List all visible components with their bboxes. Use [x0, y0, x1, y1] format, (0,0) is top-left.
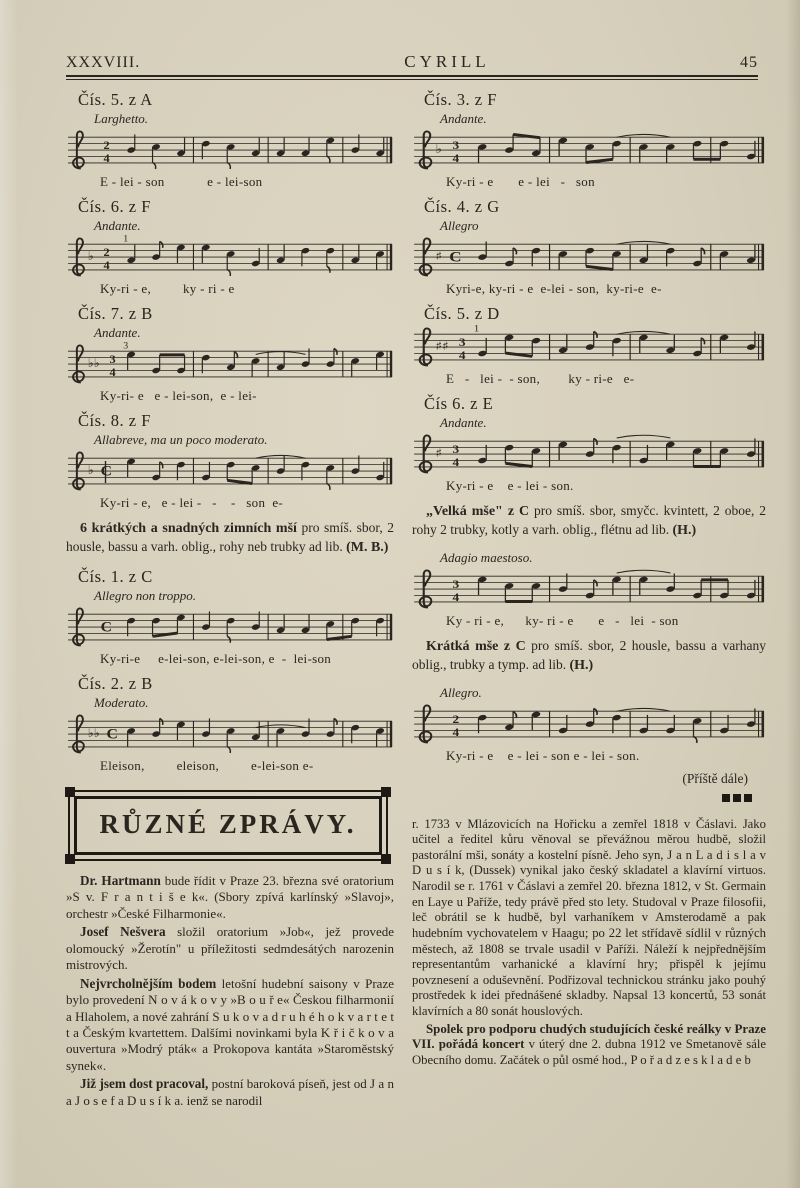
example-number: Čís. 5. z A — [78, 90, 153, 109]
mass-description-velka — [412, 502, 766, 540]
svg-text:4: 4 — [103, 258, 110, 272]
svg-text:3: 3 — [452, 442, 460, 456]
example-number: Čís. 5. z D — [424, 304, 500, 323]
journal-title: CYRILL — [404, 52, 490, 71]
tempo-marking: Allabreve, ma un poco moderato. — [94, 432, 268, 447]
svg-text:4: 4 — [458, 348, 466, 362]
svg-text:♯: ♯ — [435, 249, 443, 264]
music-staff — [66, 235, 394, 281]
music-staff — [412, 235, 766, 281]
music-staff — [412, 432, 766, 478]
voice-number: 1 — [473, 325, 480, 335]
section-title: RŮZNÉ ZPRÁVY. — [99, 808, 357, 839]
news-box-frame — [74, 796, 382, 855]
box-corner-icon — [65, 787, 75, 797]
music-example — [412, 394, 766, 494]
svg-text:2: 2 — [103, 138, 110, 153]
svg-text:4: 4 — [452, 725, 460, 739]
news-body: letošní hudební saisony v Praze bylo provedení N o v á k o v y »B o u ř e« Českou filharmonií a Hlaholem, a nové zahrání S u k o v a d r u h é h o k v a r t e t t a Českým kvartettem. Dalšími novinkami byla K ř i č k o v a ouvertura »Modrý pták« a Prokopova kantáta »Staroměstský synek«. — [66, 975, 394, 1073]
svg-text:♭: ♭ — [87, 462, 94, 477]
music-example — [66, 90, 394, 190]
lyrics: Ky-ri - e, ky - ri - e — [100, 281, 235, 296]
svg-text:3: 3 — [458, 335, 466, 349]
news-lead: Josef Nešvera — [80, 924, 166, 940]
mass-description-mb — [66, 519, 394, 557]
music-example — [66, 197, 394, 297]
music-example — [412, 304, 766, 387]
composer-initials: (H.) — [672, 522, 697, 538]
lyrics: Ky-ri- e e - lei-son, e - lei- — [100, 388, 257, 403]
music-staff — [412, 325, 766, 371]
box-corner-icon — [381, 787, 391, 797]
svg-text:4: 4 — [103, 151, 110, 165]
lyrics: Ky-ri - e e - lei - son e - lei - son. — [446, 747, 640, 763]
svg-text:♭: ♭ — [435, 142, 442, 157]
news-lead: Dr. Hartmann — [80, 872, 161, 888]
lyrics: E - lei - - son, ky - ri-e e- — [446, 371, 635, 386]
news-body: bude řídit v Praze 23. března své oratorium »S v. F r a n t i š e k«. (Sbory zpívá karlínský »Slavoj», orchestr »České Filharmonie«. — [66, 872, 394, 921]
news-lead: Nejvrcholnějším bodem — [80, 975, 217, 991]
tempo-marking: Andante. — [440, 111, 487, 126]
composer-initials: (H.) — [569, 657, 594, 673]
work-title: 6 krátkých a snadných zimních mší — [80, 521, 297, 536]
news-lead: Již jsem dost pracoval, — [80, 1076, 209, 1092]
news-list — [66, 873, 394, 1109]
mass-description-kratka — [412, 637, 766, 675]
music-example — [412, 685, 766, 764]
voice-number: 1 — [123, 235, 129, 245]
music-examples-group-b — [66, 567, 394, 774]
lyrics: Ky - ri - e, ky- ri - e e - lei - son — [446, 612, 679, 628]
work-detail: pro smíš. sbor, 2 housle, bassu a varhany oblig., trubky a tymp. ad lib. — [412, 637, 766, 672]
article-body: v úterý dne 2. dubna 1912 ve Smetanově sále Obecního domu. Začátek o půl osmé hod., P o ř a d z e s k l a d e b — [412, 1037, 766, 1068]
kratka-mse-example — [412, 685, 766, 764]
music-example — [412, 550, 766, 629]
music-staff — [66, 712, 394, 758]
tempo-marking: Andante. — [94, 325, 141, 340]
news-item — [66, 924, 394, 973]
article-dusik: r. 1733 v Mlázovicích na Hořicku a zemřel 1818 v Čáslavi. Jako učitel a ředitel kůru věnoval se převážnou měrou hudbě, složil pastorální mši, sonáty a kostelní písně. Jeho syn, J a n L a d i s l a v D u s í k, (Dussek) vynikal jako český skladatel a klavírní virtuos. Narodil se r. 1761 v Čáslavi a zemřel 20. března 1812, v St. Germain en Laye u Paříže, tedy právě před sto lety. Studoval v Praze filosofii, leč obrátil se k hudbě, byl varhaníkem v Amsterodamě a pak hudebním vychovatelem v Haagu; po 22 let střídavě sídlil v různých městech, až 1808 se trvale usadil v Paříži. Náleží k nejpřednějším representantům varhanické a klavírní hry; přispěl k jejímu povznesení a oduševnění. Podřizoval technickou stránku jako pouhý prostředek k idei přednášené skladby. Napsal 13 koncertů, 53 sonát klavírních a 80 sonát houslových. — [412, 816, 766, 1018]
news-item — [66, 1076, 394, 1109]
music-example — [412, 197, 766, 297]
right-column — [412, 90, 766, 1111]
svg-text:2: 2 — [103, 245, 110, 260]
music-staff — [66, 128, 394, 174]
example-number: Čís. 6. z F — [78, 197, 151, 216]
tempo-marking: Moderato. — [94, 694, 149, 710]
svg-text:♭♭: ♭♭ — [87, 725, 100, 740]
svg-text:3: 3 — [109, 352, 116, 367]
svg-text:4: 4 — [109, 365, 116, 379]
svg-text:C: C — [100, 463, 112, 480]
svg-text:♭: ♭ — [87, 248, 94, 263]
news-body: složil oratorium »Job«, jež provede olomoucký »Žerotín" u příležitosti sedmdesátých narozenin mistrových. — [66, 924, 395, 973]
end-ornament-squares — [412, 789, 752, 807]
svg-text:4: 4 — [452, 455, 460, 469]
svg-text:4: 4 — [452, 151, 460, 165]
article-lead: Spolek pro podporu chudých studujících české reálky v Praze VII. pořádá koncert — [412, 1021, 766, 1052]
music-staff — [66, 342, 394, 388]
left-column — [66, 90, 394, 1111]
music-example — [412, 90, 766, 190]
news-item — [66, 873, 394, 922]
example-number: Čís. 4. z G — [424, 197, 500, 216]
work-title: Krátká mše z C — [426, 638, 526, 654]
header-rule — [66, 75, 758, 80]
example-number: Čís. 1. z C — [78, 566, 153, 586]
music-examples-group-a — [66, 90, 394, 511]
tempo-marking: Allegro — [440, 218, 479, 233]
lyrics: E - lei - son e - lei-son — [100, 174, 263, 189]
news-section-box — [68, 790, 388, 861]
svg-text:C: C — [449, 249, 462, 266]
example-number: Čís. 8. z F — [78, 411, 151, 430]
svg-text:♯: ♯ — [435, 446, 443, 461]
box-corner-icon — [65, 854, 75, 864]
work-title: „Velká mše" z C — [426, 504, 530, 519]
tempo-marking: Andante. — [94, 218, 141, 233]
music-staff — [66, 605, 394, 651]
svg-text:4: 4 — [452, 590, 460, 604]
square-icon — [733, 794, 741, 802]
voice-number: 3 — [123, 342, 129, 352]
two-column-layout — [66, 90, 766, 1111]
svg-text:♯♯: ♯♯ — [435, 339, 449, 354]
example-number: Čís 6. z E — [424, 394, 494, 413]
tempo-marking: Andante. — [440, 415, 487, 430]
svg-text:2: 2 — [452, 712, 460, 726]
music-example — [66, 411, 394, 511]
tempo-marking: Allegro. — [440, 684, 482, 700]
music-example — [66, 304, 394, 404]
lyrics: Ky-ri - e e - lei - son. — [446, 478, 574, 493]
svg-text:3: 3 — [452, 138, 460, 152]
music-staff — [66, 449, 394, 495]
news-body: postní baroková píseň, jest od J a n a J o s e f a D u s í k a. ienž se narodil — [66, 1076, 394, 1108]
music-example — [66, 674, 394, 774]
volume-number: XXXVIII. — [66, 54, 141, 71]
svg-text:3: 3 — [452, 577, 460, 591]
example-number: Čís. 2. z B — [78, 673, 153, 693]
lyrics: Eleison, eleison, e-lei-son e- — [100, 757, 314, 773]
music-staff — [412, 567, 766, 613]
work-detail: pro smíš. sbor, 2 housle, bassu a varh. oblig., rohy neb trubky ad lib. — [66, 520, 394, 554]
music-staff — [412, 128, 766, 174]
svg-text:♭♭: ♭♭ — [87, 355, 100, 370]
svg-text:C: C — [106, 725, 118, 743]
velka-mse-example — [412, 550, 766, 629]
svg-text:C: C — [100, 618, 112, 636]
lyrics: Ky-ri - e, e - lei - - - son e- — [100, 495, 284, 510]
square-icon — [722, 794, 730, 802]
tempo-marking: Allegro non troppo. — [94, 587, 196, 603]
tempo-marking: Adagio maestoso. — [440, 549, 533, 565]
example-number: Čís. 7. z B — [78, 304, 153, 323]
news-item — [66, 976, 394, 1075]
continuation-note: (Příště dále) — [682, 770, 748, 786]
lyrics: Ky-ri - e e - lei - son — [446, 174, 595, 189]
page-number: 45 — [740, 54, 758, 71]
example-number: Čís. 3. z F — [424, 90, 497, 109]
music-examples-group-right — [412, 90, 766, 494]
square-icon — [744, 794, 752, 802]
music-example — [66, 567, 394, 667]
lyrics: Kyri-e, ky-ri - e e-lei - son, ky-ri-e e- — [446, 281, 662, 296]
page-header — [66, 52, 758, 72]
article-spolek — [412, 1022, 766, 1069]
tempo-marking: Larghetto. — [94, 111, 149, 126]
box-corner-icon — [381, 854, 391, 864]
work-detail: pro smíš. sbor, smyčc. kvintett, 2 oboe, 2 rohy 2 trubky, kotly a varh. oblig., flétnu ad lib. — [412, 503, 766, 537]
composer-initials: (M. B.) — [346, 539, 389, 555]
lyrics: Ky-ri-e e-lei-son, e-lei-son, e - lei-son — [100, 650, 332, 666]
music-staff — [412, 702, 766, 748]
